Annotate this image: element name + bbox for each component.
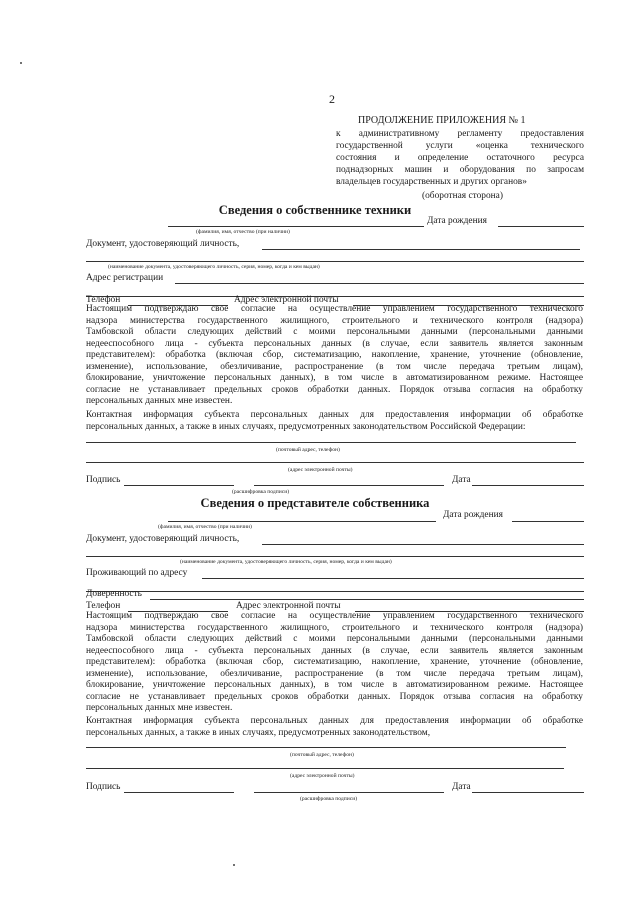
owner-signature-caption: (расшифровка подписи) — [232, 489, 290, 495]
rep-address-line-2[interactable] — [86, 591, 584, 592]
owner-document-line[interactable] — [262, 249, 580, 250]
owner-signature-line[interactable] — [124, 485, 234, 486]
rep-document-line-2[interactable] — [86, 556, 584, 557]
scan-speck-bottom — [233, 864, 235, 866]
rep-birth-label: Дата рождения — [443, 510, 503, 520]
rep-signature-label: Подпись — [86, 782, 121, 792]
owner-contact-text: Контактная информация субъекта персональных данных для предоставления информации об обработке персональных данных, а также в иных случаях, предусмотренных законодательством Российской Федерации: — [86, 410, 583, 432]
rep-document-label: Документ, удостоверяющий личность, — [86, 534, 240, 544]
rep-postal-line[interactable] — [86, 747, 566, 748]
rep-date-label: Дата — [452, 782, 471, 792]
rep-address-label: Проживающий по адресу — [86, 568, 188, 578]
rep-contact-text: Контактная информация субъекта персональных данных для предоставления информации об обработке персональных данных, а также в иных случаях, предусмотренных законодательством, — [86, 716, 583, 738]
owner-birth-label: Дата рождения — [427, 216, 487, 226]
rep-document-caption: (наименование документа, удостоверяющего личность, серия, номер, когда и кем выдан) — [180, 559, 392, 565]
owner-fio-line[interactable] — [168, 226, 424, 227]
rep-consent-text: Настоящим подтверждаю свое согласие на осуществление управлением государственного технического надзора министерства государственного жилищного, строительного и технического контроля (надзора) Тамбовской области следующих действий с моими персональными данными (персональными данными недееспособного лица - субъекта персональных данных (в случае, если заявитель является законным представителем): обработка (включая сбор, систематизацию, накопление, хранение, уточнение (обновление, изменение), использование, обезличивание, распространение (в том числе передача третьим лицам), блокирование, уничтожение персональных данных), в том числе в автоматизированном режиме. Настоящее согласие не устанавливает предельных сроков обработки данных. Порядок отзыва согласия на обработку персональных данных мне известен. — [86, 611, 583, 713]
owner-document-label: Документ, удостоверяющий личность, — [86, 239, 240, 249]
rep-birth-line[interactable] — [512, 521, 584, 522]
owner-email-address-line[interactable] — [86, 462, 584, 463]
owner-address-line[interactable] — [175, 283, 584, 284]
rep-document-line[interactable] — [262, 544, 584, 545]
rep-proxy-line[interactable] — [150, 599, 584, 600]
owner-consent-text: Настоящим подтверждаю свое согласие на осуществление управлением государственного технического надзора министерства государственного жилищного, строительного и технического контроля (надзора) Тамбовской области следующих действий с моими персональными данными (персональными данными недееспособного лица - субъекта персональных данных (в случае, если заявитель является законным представителем): обработка (включая сбор, систематизацию, накопление, хранение, уточнение (обновление, изменение), использование, обезличивание, распространение (в том числе передача третьим лицам), блокирование, уничтожение персональных данных), в том числе в автоматизированном режиме. Настоящее согласие не устанавливает предельных сроков обработки данных. Порядок отзыва согласия на обработку персональных данных мне известен. — [86, 304, 583, 406]
owner-date-label: Дата — [452, 475, 471, 485]
owner-phone-label: Телефон — [86, 295, 121, 305]
rep-signature-caption: (расшифровка подписи) — [300, 796, 358, 802]
appendix-title: ПРОДОЛЖЕНИЕ ПРИЛОЖЕНИЯ № 1 — [358, 115, 526, 126]
owner-postal-line[interactable] — [86, 442, 576, 443]
rep-email-address-line[interactable] — [86, 768, 564, 769]
rep-proxy-label: Доверенность — [86, 589, 142, 599]
page-number: 2 — [329, 92, 335, 106]
owner-date-line[interactable] — [472, 485, 584, 486]
owner-email-caption: (адрес электронной почты) — [288, 467, 353, 473]
owner-document-caption: (наименование документа, удостоверяющего личность, серия, номер, когда и кем выдан) — [108, 264, 320, 270]
rep-phone-label: Телефон — [86, 601, 121, 611]
appendix-description: к административному регламенту предоставления государственной услуги «оценка технического состояния и определение остаточного ресурса поднадзорных машин и оборудования по запросам владельцев государственных и других органов» — [336, 129, 584, 187]
representative-heading: Сведения о представителе собственника — [200, 496, 430, 510]
owner-signature-label: Подпись — [86, 475, 121, 485]
rep-email-caption: (адрес электронной почты) — [290, 773, 355, 779]
owner-address-label: Адрес регистрации — [86, 273, 164, 283]
rep-postal-caption: (почтовый адрес, телефон) — [290, 752, 354, 758]
owner-document-line-2[interactable] — [86, 261, 584, 262]
owner-birth-line[interactable] — [498, 226, 584, 227]
rep-date-line[interactable] — [472, 792, 584, 793]
rep-fio-line[interactable] — [168, 521, 436, 522]
rep-address-line[interactable] — [202, 578, 584, 579]
rep-email-label: Адрес электронной почты — [236, 601, 341, 611]
owner-heading: Сведения о собственнике техники — [218, 203, 412, 217]
owner-email-label: Адрес электронной почты — [234, 295, 339, 305]
owner-fio-caption: (фамилия, имя, отчество (при наличии) — [196, 229, 290, 235]
rep-fio-caption: (фамилия, имя, отчество (при наличии) — [158, 524, 252, 530]
appendix-side-note: (оборотная сторона) — [422, 191, 503, 201]
scan-speck — [20, 62, 22, 64]
owner-postal-caption: (почтовый адрес, телефон) — [276, 447, 340, 453]
rep-signature-name-line[interactable] — [254, 792, 444, 793]
rep-signature-line[interactable] — [124, 792, 234, 793]
owner-signature-name-line[interactable] — [254, 485, 444, 486]
